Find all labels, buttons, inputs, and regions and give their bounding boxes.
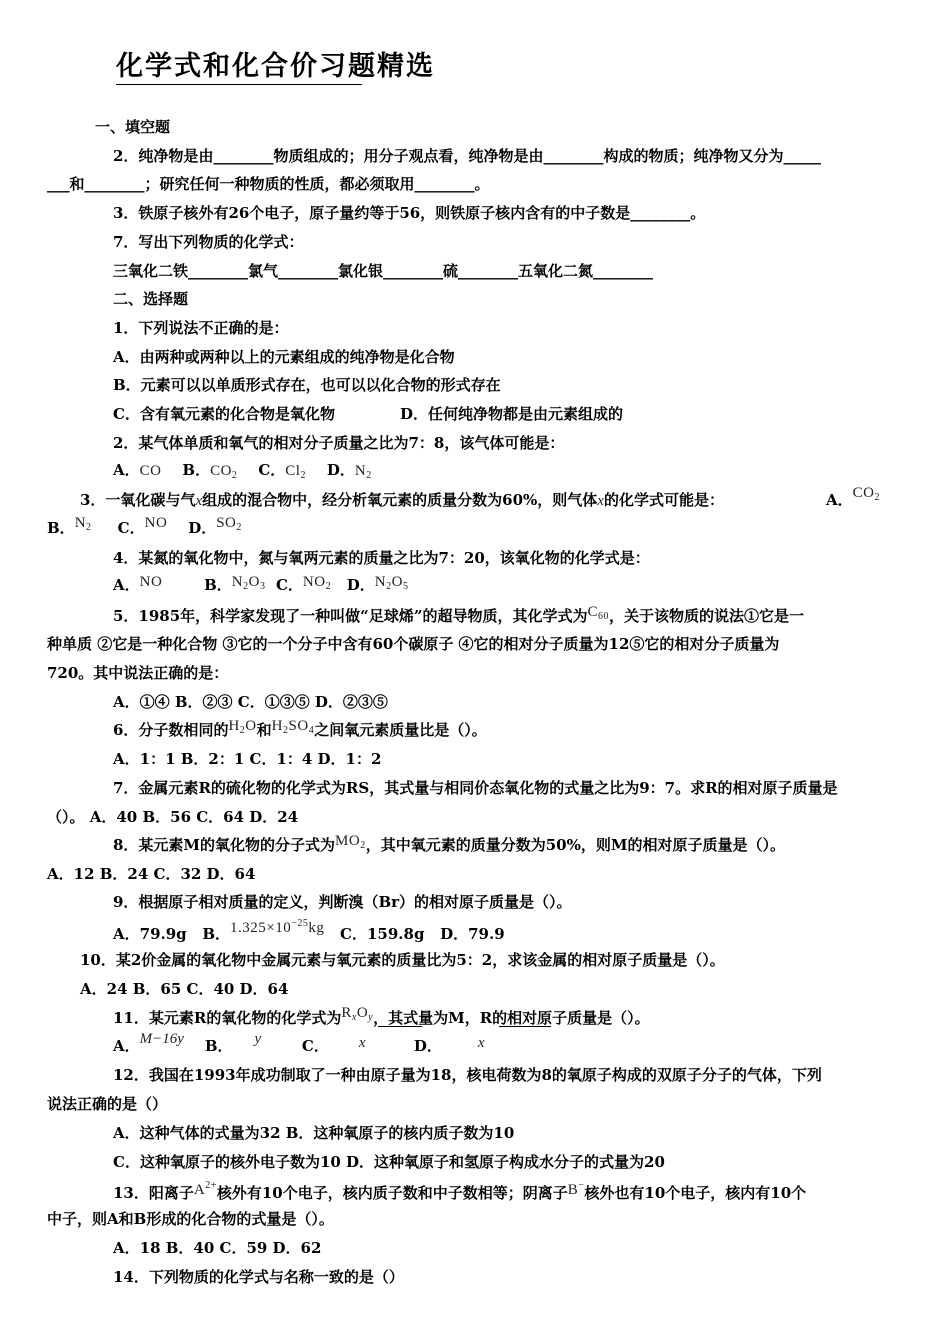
choice-9-options: A．79.9g B．$1.325\times 10^{-25}kg$ C．159.8g D．79.9 [113, 918, 505, 943]
formula-co2: $CO_2$ [210, 463, 238, 481]
formula-rxoy: $R_xO_y$ [341, 1005, 374, 1023]
choice-3-option-a: A．$CO_2$ [826, 485, 880, 509]
choice-7-line-2: （）。 A．40 B．56 C．64 D．24 [47, 808, 299, 826]
choice-13-options: A．18 B．40 C．59 D．62 [113, 1239, 322, 1257]
choice-12-line-2: 说法正确的是（） [47, 1095, 168, 1113]
choice-5-line-2: 种单质 ②它是一种化合物 ③它的一个分子中含有60个碳原子 ④它的相对分子质量为12⑤它的相对分子质量为 [47, 635, 780, 653]
choice-11-options: A．M−16y B． y C． x D． x [113, 1031, 485, 1055]
option-d-label: D． [326, 461, 355, 479]
choice-13-line-2: 中子，则A和B形成的化合物的式量是（）。 [47, 1210, 334, 1228]
title-underline [116, 84, 362, 85]
question-2-line-2: ___和________；研究任何一种物质的性质，都必须取用________。 [47, 175, 490, 193]
option-a-label: A． [113, 461, 140, 479]
variable-x: x [477, 1035, 485, 1051]
formula-h2so4: $H_2SO_4$ [271, 718, 315, 736]
variable-x: x [195, 493, 203, 509]
choice-10-options: A．24 B．65 C．40 D．64 [80, 980, 289, 998]
section-choice-heading: 二、选择题 [113, 290, 189, 308]
question-7: 7．写出下列物质的化学式： [113, 233, 304, 251]
choice-8-options: A．12 B．24 C．32 D．64 [47, 865, 256, 883]
choice-12-options-ab: A．这种气体的式量为32 B．这种氧原子的核内质子数为10 [113, 1124, 515, 1142]
formula-cl2: $Cl_2$ [285, 463, 306, 481]
choice-5-line-3: 720。其中说法正确的是： [47, 664, 229, 682]
formula-co: CO [139, 463, 162, 479]
choice-5-line-1: 5．1985年，科学家发现了一种叫做“足球烯”的超导物质，其化学式为$C_{60}$，关于该物质的说法①它是一 [113, 604, 804, 625]
option-c-label: C． [258, 461, 286, 479]
fraction-bar [499, 1026, 551, 1027]
formula-h2o: $H_2O$ [228, 718, 257, 736]
choice-12-line-1: 12．我国在1993年成功制取了一种由原子量为18，核电荷数为8的氧原子构成的双原子分子的气体，下列 [113, 1066, 822, 1084]
page-title: 化学式和化合价习题精选 [116, 51, 435, 82]
choice-14-stem: 14．下列物质的化学式与名称一致的是（） [113, 1268, 404, 1286]
question-7-items: 三氧化二铁________氯气________氯化银________硫________五氧化二氮________ [113, 262, 654, 280]
formula-n2o5: $N_2O_5$ [374, 574, 409, 592]
choice-1-option-b: B．元素可以以单质形式存在，也可以以化合物的形式存在 [113, 376, 501, 394]
choice-1-option-c: C．含有氧元素的化合物是氧化物 [113, 405, 335, 423]
formula-m-minus-16y: M−16y [139, 1031, 184, 1047]
formula-b-minus: B− [567, 1180, 585, 1198]
formula-n2: $N_2$ [74, 515, 92, 533]
variable-x: x [597, 493, 604, 509]
choice-4-stem: 4．某氮的氧化物中，氮与氧两元素的质量之比为7：20，该氧化物的化学式是： [113, 549, 650, 567]
choice-7-line-1: 7．金属元素R的硫化物的化学式为RS，其式量与相同价态氧化物的式量之比为9：7。求R的相对原子质量是 [113, 779, 838, 797]
formula-a2plus: $A^{2+}$ [193, 1180, 217, 1198]
section-fill-in-heading: 一、填空题 [95, 118, 171, 136]
formula-co2: $CO_2$ [852, 485, 880, 503]
formula-c60: $C_{60}$ [587, 604, 609, 622]
choice-12-options-cd: C．这种氧原子的核外电子数为10 D．这种氧原子和氢原子构成水分子的式量为20 [113, 1153, 665, 1171]
variable-y: y [254, 1031, 262, 1047]
choice-6-stem: 6．分子数相同的$H_2O$和$H_2SO_4$之间氧元素质量比是（）。 [113, 718, 487, 739]
question-2-line-1: 2．纯净物是由________物质组成的；用分子观点看，纯净物是由________构成的物质；纯净物又分为_____ [113, 147, 821, 165]
choice-1-option-a: A．由两种或两种以上的元素组成的纯净物是化合物 [113, 348, 455, 366]
choice-10-stem: 10．某2价金属的氧化物中金属元素与氧元素的质量比为5：2，求该金属的相对原子质量是（）。 [80, 951, 725, 969]
choice-1-stem: 1．下列说法不正确的是： [113, 319, 289, 337]
formula-no2: $NO_2$ [302, 574, 332, 592]
choice-8-stem: 8．某元素M的氧化物的分子式为$MO_2$，其中氧元素的质量分数为50%，则M的相对原子质量是（）。 [113, 833, 785, 854]
formula-n2o3: $N_2O_3$ [231, 574, 266, 592]
formula-mo2: $MO_2$ [335, 833, 366, 851]
fraction-bar [378, 1026, 422, 1027]
formula-n2: $N_2$ [354, 463, 372, 481]
choice-6-options: A．1：1 B．2：1 C．1：4 D．1：2 [113, 750, 382, 768]
question-3: 3．铁原子核外有26个电子，原子量约等于56，则铁原子核内含有的中子数是________。 [113, 204, 706, 222]
choice-5-options: A．①④ B．②③ C．①③⑤ D．②③⑤ [113, 693, 388, 711]
choice-1-option-d: D．任何纯净物都是由元素组成的 [400, 405, 624, 423]
choice-11-stem: 11．某元素R的氧化物的化学式为$R_xO_y$，其式量为M，R的相对原子质量是（）。 [113, 1005, 650, 1027]
formula-no: NO [139, 574, 163, 590]
variable-x: x [358, 1035, 366, 1051]
formula-mass-kg: $1.325\times 10^{-25}kg$ [230, 918, 325, 936]
choice-9-stem: 9．根据原子相对质量的定义，判断溴（Br）的相对原子质量是（）。 [113, 893, 572, 911]
formula-so2: $SO_2$ [216, 515, 242, 533]
choice-13-line-1: 13．阳离子$A^{2+}$核外有10个电子，核内质子数和中子数相等；阴离子B−核外也有10个电子，核内有10个 [113, 1180, 807, 1202]
choice-3-stem: 3．一氧化碳与气x组成的混合物中，经分析氧元素的质量分数为60%，则气体x的化学式可能是： [80, 491, 724, 509]
choice-3-options-bcd: B．$N_2$ C．NO D．$SO_2$ [47, 515, 242, 537]
choice-2-options [113, 460, 372, 486]
option-b-label: B． [182, 461, 211, 479]
choice-4-options: A．NO B．$N_2O_3$ C．$NO_2$ D．$N_2O_5$ [113, 574, 409, 594]
choice-2-stem: 2．某气体单质和氧气的相对分子质量之比为7：8，该气体可能是： [113, 434, 565, 452]
formula-no: NO [144, 515, 168, 531]
